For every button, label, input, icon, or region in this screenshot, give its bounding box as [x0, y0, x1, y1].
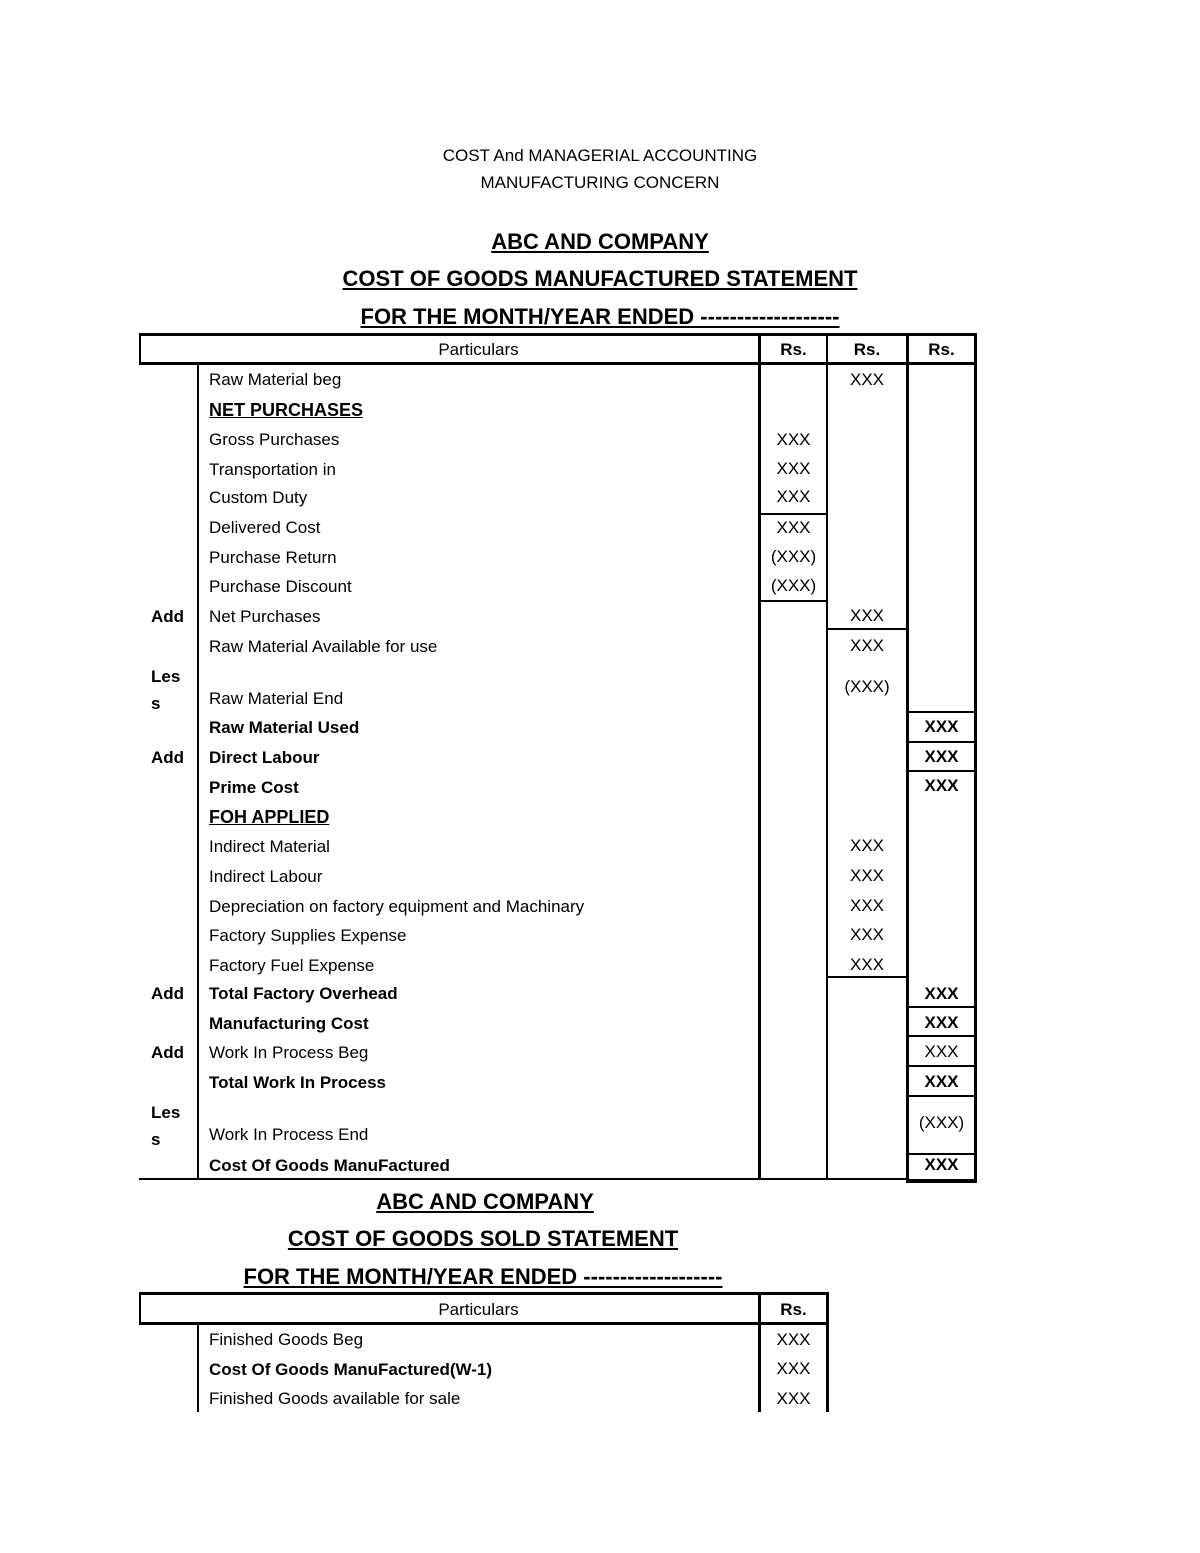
row-side-label: Add: [151, 984, 185, 1003]
row-label: Raw Material beg: [209, 370, 342, 389]
doc-subtitle: MANUFACTURING CONCERN: [480, 173, 720, 192]
row-label: Direct Labour: [209, 748, 320, 767]
row-value: XXX: [776, 1330, 811, 1349]
row-value: XXX: [849, 636, 885, 655]
row-value: (XXX): [770, 576, 817, 595]
row-value: XXX: [776, 1359, 811, 1378]
row-label: Depreciation on factory equipment and Machinary: [209, 897, 585, 916]
row-label: Delivered Cost: [209, 518, 321, 537]
row-label: Factory Fuel Expense: [209, 956, 375, 975]
row-value: (XXX): [918, 1113, 965, 1132]
section-heading-net-purchases: NET PURCHASES: [209, 400, 364, 420]
row-value: XXX: [776, 1389, 811, 1408]
row-label: Finished Goods Beg: [209, 1330, 364, 1349]
row-label: Custom Duty: [209, 488, 308, 507]
statement-title-2: COST OF GOODS SOLD STATEMENT: [287, 1226, 679, 1251]
row-value: XXX: [849, 836, 885, 855]
col-header-particulars: Particulars: [438, 1300, 519, 1319]
row-label: Indirect Labour: [209, 867, 323, 886]
row-label: Finished Goods available for sale: [209, 1389, 461, 1408]
row-label: Prime Cost: [209, 778, 299, 797]
row-label: Purchase Discount: [209, 577, 352, 596]
row-value: XXX: [849, 896, 885, 915]
row-value: XXX: [776, 430, 811, 449]
row-side-label: Add: [151, 607, 185, 626]
row-label: Cost Of Goods ManuFactured(W-1): [209, 1360, 492, 1379]
row-side-label: Les s: [151, 1103, 181, 1149]
row-label: Factory Supplies Expense: [209, 926, 407, 945]
row-label: Purchase Return: [209, 548, 337, 567]
section-heading-foh-applied: FOH APPLIED: [209, 807, 330, 827]
row-label: Raw Material Available for use: [209, 637, 438, 656]
statement-period-1: FOR THE MONTH/YEAR ENDED -------------------: [360, 304, 840, 329]
row-value: XXX: [924, 747, 959, 766]
row-value: XXX: [849, 606, 885, 625]
row-value: XXX: [849, 370, 885, 389]
row-label: Indirect Material: [209, 837, 330, 856]
company-name-2: ABC AND COMPANY: [376, 1189, 594, 1214]
cogm-table: [139, 333, 977, 1185]
row-side-label: Add: [151, 748, 185, 767]
row-label: Transportation in: [209, 460, 336, 479]
row-value: (XXX): [770, 547, 817, 566]
row-value: XXX: [924, 1072, 959, 1091]
row-label: Work In Process Beg: [209, 1043, 369, 1062]
row-label: Work In Process End: [209, 1125, 369, 1144]
row-value: XXX: [849, 955, 885, 974]
row-value: XXX: [924, 717, 959, 736]
col-header-particulars: Particulars: [438, 340, 519, 359]
row-value: XXX: [924, 984, 959, 1003]
row-label: Net Purchases: [209, 607, 321, 626]
row-value: XXX: [924, 1042, 959, 1061]
statement-period-2: FOR THE MONTH/YEAR ENDED -------------------: [243, 1264, 723, 1289]
row-value: XXX: [924, 776, 959, 795]
col-header-rs-1: Rs.: [780, 340, 807, 359]
row-label: Total Factory Overhead: [209, 984, 398, 1003]
col-header-rs-2: Rs.: [853, 340, 881, 359]
row-label: Gross Purchases: [209, 430, 340, 449]
row-value: XXX: [776, 459, 811, 478]
row-label: Raw Material Used: [209, 718, 360, 737]
doc-subject: COST And MANAGERIAL ACCOUNTING: [442, 146, 758, 165]
row-label: Raw Material End: [209, 689, 344, 708]
cogs-table: [139, 1292, 829, 1412]
row-label: Total Work In Process: [209, 1073, 386, 1092]
statement-title-1: COST OF GOODS MANUFACTURED STATEMENT: [342, 266, 858, 291]
row-value: XXX: [776, 518, 811, 537]
row-side-label: Les s: [151, 667, 181, 713]
row-value: XXX: [924, 1013, 959, 1032]
row-label: Cost Of Goods ManuFactured: [209, 1156, 450, 1175]
col-header-rs: Rs.: [780, 1300, 807, 1319]
row-value: XXX: [924, 1155, 959, 1174]
company-name-1: ABC AND COMPANY: [491, 229, 709, 254]
col-header-rs-3: Rs.: [928, 340, 955, 359]
row-value: (XXX): [844, 677, 890, 696]
row-value: XXX: [776, 487, 811, 506]
row-label: Manufacturing Cost: [209, 1014, 369, 1033]
row-value: XXX: [849, 925, 885, 944]
row-side-label: Add: [151, 1043, 185, 1062]
row-value: XXX: [849, 866, 885, 885]
